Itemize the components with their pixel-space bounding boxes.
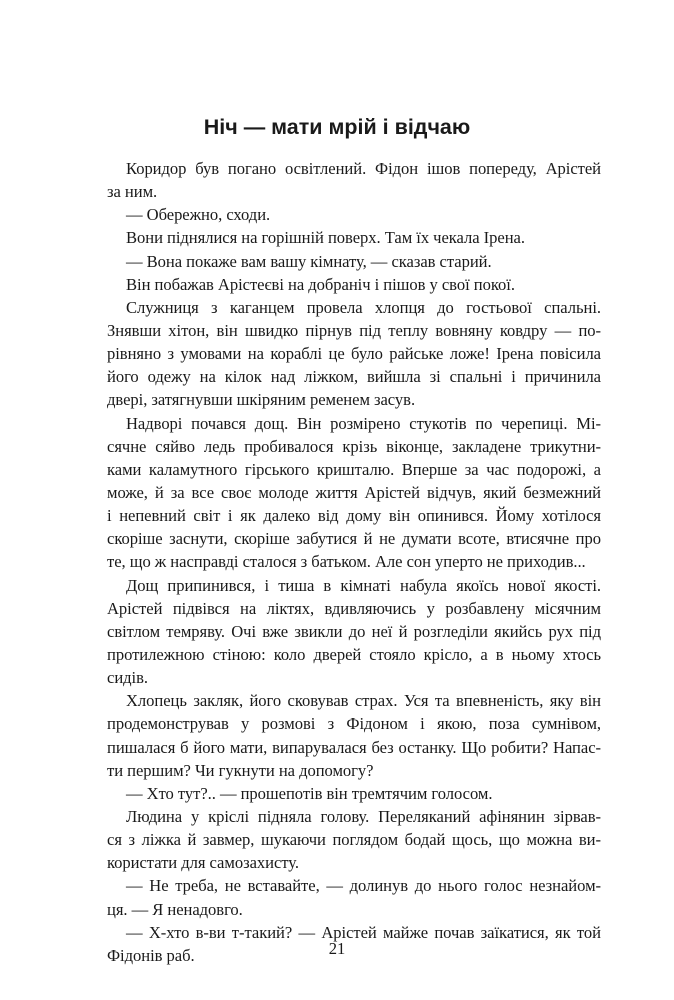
text-line: пишалася б його мати, випарувалася без останку. Що робити? Напас- bbox=[107, 737, 601, 757]
text-line: Коридор був погано освітлений. Фідон ішов попереду, Арістей bbox=[126, 159, 601, 178]
text-line: сидів. bbox=[107, 668, 148, 688]
text-line: ця. — Я ненадовго. bbox=[107, 899, 243, 919]
text-line: Знявши хітон, він швидко пірнув під теплу вовняну ковдру — по- bbox=[107, 320, 601, 340]
text-line: — Обережно, сходи. bbox=[126, 205, 271, 225]
text-line: Людина у кріслі підняла голову. Переляканий афінянин зірвав- bbox=[126, 806, 601, 826]
text-line: Хлопець закляк, його сковував страх. Уся та впевненість, яку він bbox=[126, 691, 601, 711]
text-line: Фідонів раб. bbox=[107, 945, 195, 965]
text-line: користати для самозахисту. bbox=[107, 853, 299, 873]
text-line: сячне сяйво ледь пробивалося крізь віконце, закладене трикутни- bbox=[107, 436, 601, 456]
text-line: ками каламутного гірського кришталю. Вперше за час подорожі, а bbox=[107, 459, 601, 479]
text-line: двері, затягнувши шкіряним ременем засув. bbox=[107, 390, 416, 410]
text-line: те, що ж насправді сталося з батьком. Але сон уперто не приходив... bbox=[107, 552, 586, 572]
chapter-body-text bbox=[107, 157, 601, 967]
text-line: — Вона покаже вам вашу кімнату, — сказав старий. bbox=[126, 251, 492, 271]
text-line: Надворі почався дощ. Він розмірено стукотів по черепиці. Мі- bbox=[126, 413, 601, 433]
text-line: його одежу на кілок над ліжком, вийшла зі спальні і причинила bbox=[107, 367, 601, 387]
text-line: рівняно з умовами на кораблі це було райське ложе! Ірена повісила bbox=[107, 344, 601, 364]
page-number: 21 bbox=[328, 939, 346, 958]
text-line: — Не треба, не вставайте, — долинув до нього голос незнайом- bbox=[126, 876, 601, 896]
text-line: і непевний світ і як далеко від дому він опинився. Йому хотілося bbox=[107, 506, 601, 526]
text-line: Арістей підвівся на ліктях, вдивляючись у розбавлену місячним bbox=[107, 598, 601, 618]
text-line: ти першим? Чи гукнути на допомогу? bbox=[107, 760, 374, 780]
text-line: — Хто тут?.. — прошепотів він тремтячим голосом. bbox=[126, 783, 493, 803]
text-line: — Х-хто в-ви т-такий? — Арістей майже почав заїкатися, як той bbox=[126, 922, 601, 942]
text-line: ся з ліжка й завмер, шукаючи поглядом бодай щось, що можна ви- bbox=[107, 830, 601, 850]
text-line: Дощ припинився, і тиша в кімнаті набула якоїсь нової якості. bbox=[126, 575, 601, 595]
chapter-title: Ніч — мати мрій і відчаю bbox=[203, 115, 471, 139]
text-line: Вони піднялися на горішній поверх. Там їх чекала Ірена. bbox=[126, 228, 525, 248]
text-line: продемонстрував у розмові з Фідоном і якою, поза сумнівом, bbox=[107, 714, 601, 734]
text-line: світлом темряву. Очі вже звикли до неї й розгледіли якийсь рух під bbox=[107, 621, 601, 641]
text-line: протилежною стіною: коло дверей стояло крісло, а в ньому хтось bbox=[107, 644, 601, 664]
text-line: за ним. bbox=[107, 182, 158, 202]
text-line: може, й за все своє молоде життя Арістей відчув, який безмежний bbox=[107, 482, 601, 502]
text-line: Він побажав Арістеєві на добраніч і пішов у свої покої. bbox=[126, 274, 515, 294]
text-line: скоріше заснути, скоріше забутися й не думати всоте, втисячне про bbox=[107, 529, 601, 549]
text-line: Служниця з каганцем провела хлопця до гостьової спальні. bbox=[126, 297, 601, 317]
